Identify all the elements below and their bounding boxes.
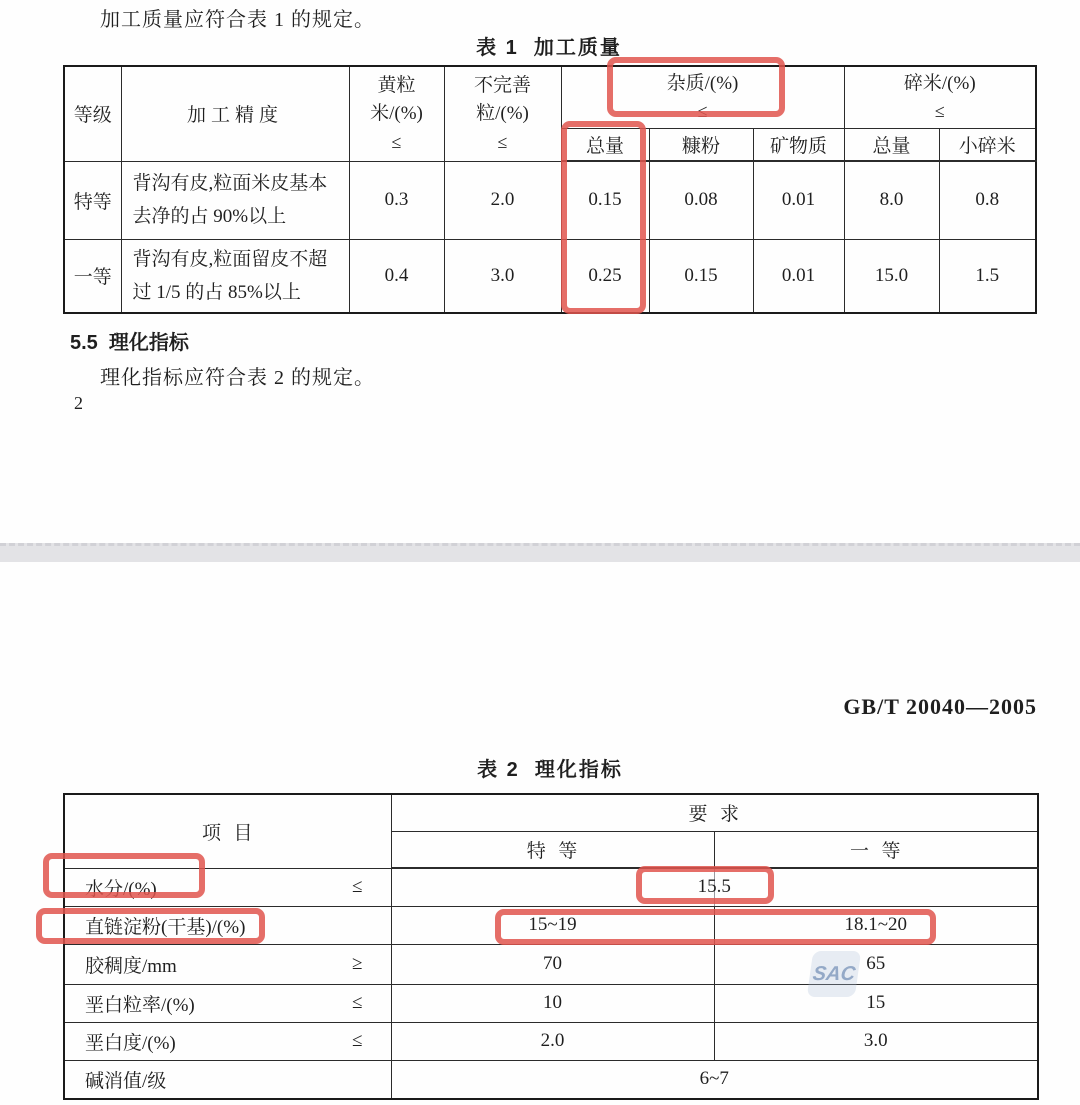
intro-paragraph: 加工质量应符合表 1 的规定。 [100,9,375,31]
ge-symbol: ≥ [352,953,363,974]
th-requirement: 要 求 [391,794,1038,831]
table-cell: 18.1~20 [714,906,1038,944]
table-cell: 15.0 [844,239,939,313]
precision-line2: 过 1/5 的占 85%以上 [132,281,301,303]
th-item: 项 目 [64,794,391,868]
table1-header-row-1 [64,66,1036,128]
table-row-first-grade [64,239,1036,313]
th-yellow-rice-line2: 米/(%) [370,103,423,125]
th-bran-powder: 糠粉 [649,128,753,161]
le-symbol: ≤ [697,101,708,122]
table1-title: 表 1 加工质量 [476,37,622,59]
page-break-divider [0,543,1080,562]
th-broken-rice-group [844,66,1036,128]
cell-item-label [64,868,391,906]
section-body: 理化指标应符合表 2 的规定。 [100,367,375,389]
item-label: 水分/(%) [85,878,157,900]
table-cell: 1.5 [939,239,1036,313]
table-cell: 0.01 [753,161,844,239]
le-symbol: ≤ [391,131,402,152]
le-symbol: ≤ [352,876,363,897]
le-symbol: ≤ [352,992,363,1013]
th-impurity-group [561,66,844,128]
cell-grade: 特等 [64,161,121,239]
table-cell: 0.15 [561,161,649,239]
cell-item-label [64,1022,391,1060]
table-cell: 0.08 [649,161,753,239]
table-cell: 0.01 [753,239,844,313]
th-impurity-label: 杂质/(%) [666,72,739,94]
th-broken-total: 总量 [844,128,939,161]
table-cell: 70 [391,944,714,984]
th-mineral: 矿物质 [753,128,844,161]
precision-line1: 背沟有皮,粒面留皮不超 [132,248,328,270]
table2-physicochemical-indicators [63,793,1039,1100]
item-label: 碱消值/级 [85,1070,167,1092]
table-cell: 8.0 [844,161,939,239]
th-imperfect-kernel [444,66,561,161]
table-cell: 0.8 [939,161,1036,239]
cell-item-label [64,944,391,984]
th-precision: 加工精度 [121,66,349,161]
precision-line1: 背沟有皮,粒面米皮基本 [132,172,328,194]
table-row-chalkiness-degree [64,1022,1038,1060]
item-label: 垩白粒率/(%) [85,994,195,1016]
table-row-special-grade [64,161,1036,239]
th-first-grade: 一 等 [714,831,1038,868]
cell-precision [121,161,349,239]
th-yellow-rice-line1: 黄粒 [377,74,416,96]
table-row-gel-consistency [64,944,1038,984]
cell-item-label [64,1060,391,1099]
sac-watermark: SAC [807,951,861,997]
table-cell: 10 [391,984,714,1022]
table2-header-row-1 [64,794,1038,831]
le-symbol: ≤ [352,1030,363,1051]
le-symbol: ≤ [497,131,508,152]
cell-grade: 一等 [64,239,121,313]
table-cell: 0.25 [561,239,649,313]
th-broken-label: 碎米/(%) [903,72,976,94]
table-row-alkali-value [64,1060,1038,1099]
item-label: 垩白度/(%) [85,1032,176,1054]
table2-title: 表 2 理化指标 [477,759,623,781]
table-cell: 3.0 [444,239,561,313]
th-yellow-rice [349,66,444,161]
table-cell-span: 15.5 [391,868,1038,906]
table-cell: 0.15 [649,239,753,313]
cell-item-label [64,984,391,1022]
table-cell: 3.0 [714,1022,1038,1060]
th-imperfect-line2: 粒/(%) [476,103,529,125]
table-cell: 0.3 [349,161,444,239]
th-special-grade: 特 等 [391,831,714,868]
cell-precision [121,239,349,313]
th-impurity-total: 总量 [561,128,649,161]
th-imperfect-line1: 不完善 [473,74,531,96]
item-label: 直链淀粉(干基)/(%) [85,916,246,938]
table-cell: 0.4 [349,239,444,313]
page-number: 2 [74,393,83,413]
cell-item-label [64,906,391,944]
table-cell: 15~19 [391,906,714,944]
section-heading: 5.5 理化指标 [70,332,189,354]
item-label: 胶稠度/mm [85,955,177,977]
table1-processing-quality [63,65,1037,314]
table-cell: 2.0 [391,1022,714,1060]
th-small-broken: 小碎米 [939,128,1036,161]
table-row-chalky-kernel-rate [64,984,1038,1022]
table-cell: 2.0 [444,161,561,239]
le-symbol: ≤ [934,101,945,122]
table-cell-span: 6~7 [391,1060,1038,1099]
table-row-moisture [64,868,1038,906]
table-cell: 65 [714,944,1038,984]
table-cell: 15 [714,984,1038,1022]
th-grade: 等级 [64,66,121,161]
standard-code: GB/T 20040—2005 [843,694,1037,719]
table-row-amylose [64,906,1038,944]
precision-line2: 去净的占 90%以上 [132,206,287,227]
